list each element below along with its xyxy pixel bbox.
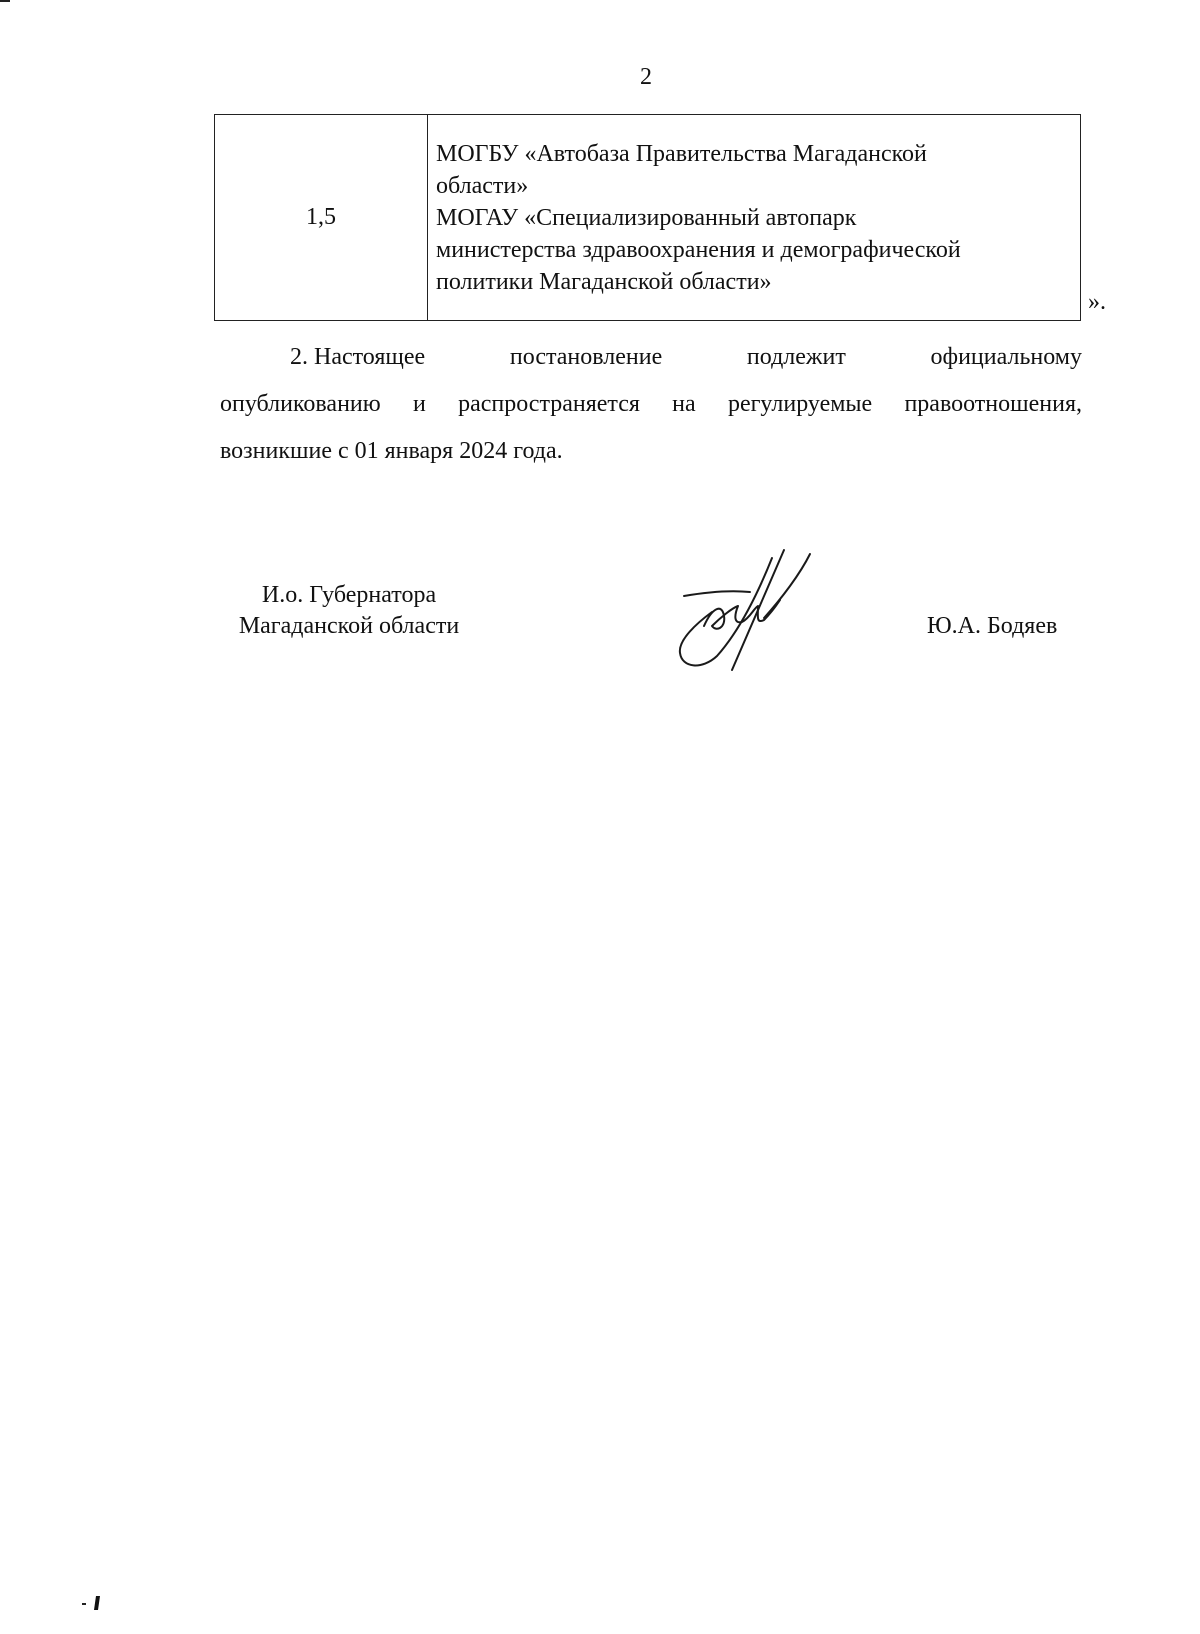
- table-closing-quote: ».: [1088, 289, 1106, 315]
- paragraph-line: [220, 387, 1082, 434]
- paragraph-word: постановление: [509, 344, 663, 370]
- organization-line: политики Магаданской области»: [436, 268, 772, 295]
- paragraph-word: правоотношения,: [904, 391, 1082, 417]
- page-number: 2: [640, 64, 652, 90]
- paragraph-word: опубликованию: [220, 391, 381, 417]
- organization-line: МОГАУ «Специализированный автопарк: [436, 204, 857, 231]
- table-cell-rate: 1,5: [215, 115, 428, 321]
- organization-line: МОГБУ «Автобаза Правительства Магаданской: [436, 140, 927, 167]
- scan-edge-mark: [0, 0, 10, 2]
- organization-line: министерства здравоохранения и демографической: [436, 236, 961, 263]
- paragraph-word: официальному: [930, 344, 1082, 370]
- organization-line: области»: [436, 172, 529, 199]
- paragraph-word: регулируемые: [727, 391, 873, 417]
- signatory-name: Ю.А. Бодяев: [927, 613, 1058, 639]
- paragraph-word: на: [672, 391, 696, 417]
- signatory-position-line: И.о. Губернатора: [261, 582, 437, 608]
- table-cell-organizations: [428, 115, 1081, 321]
- paragraph-word: распространяется: [458, 391, 640, 417]
- scan-artifact-mark: [82, 1594, 106, 1612]
- handwritten-signature: [672, 548, 832, 673]
- paragraph-word: и: [412, 391, 426, 417]
- table-row: [215, 115, 1081, 321]
- signatory-position: [220, 580, 478, 642]
- paragraph-line: [220, 340, 1082, 387]
- signatory-position-line: Магаданской области: [238, 613, 460, 639]
- organizations-table: [214, 114, 1081, 321]
- paragraph-word: 2. Настоящее: [290, 344, 426, 370]
- decree-paragraph: [220, 340, 1082, 481]
- paragraph-word: подлежит: [746, 344, 846, 370]
- paragraph-line: возникшие с 01 января 2024 года.: [220, 438, 563, 464]
